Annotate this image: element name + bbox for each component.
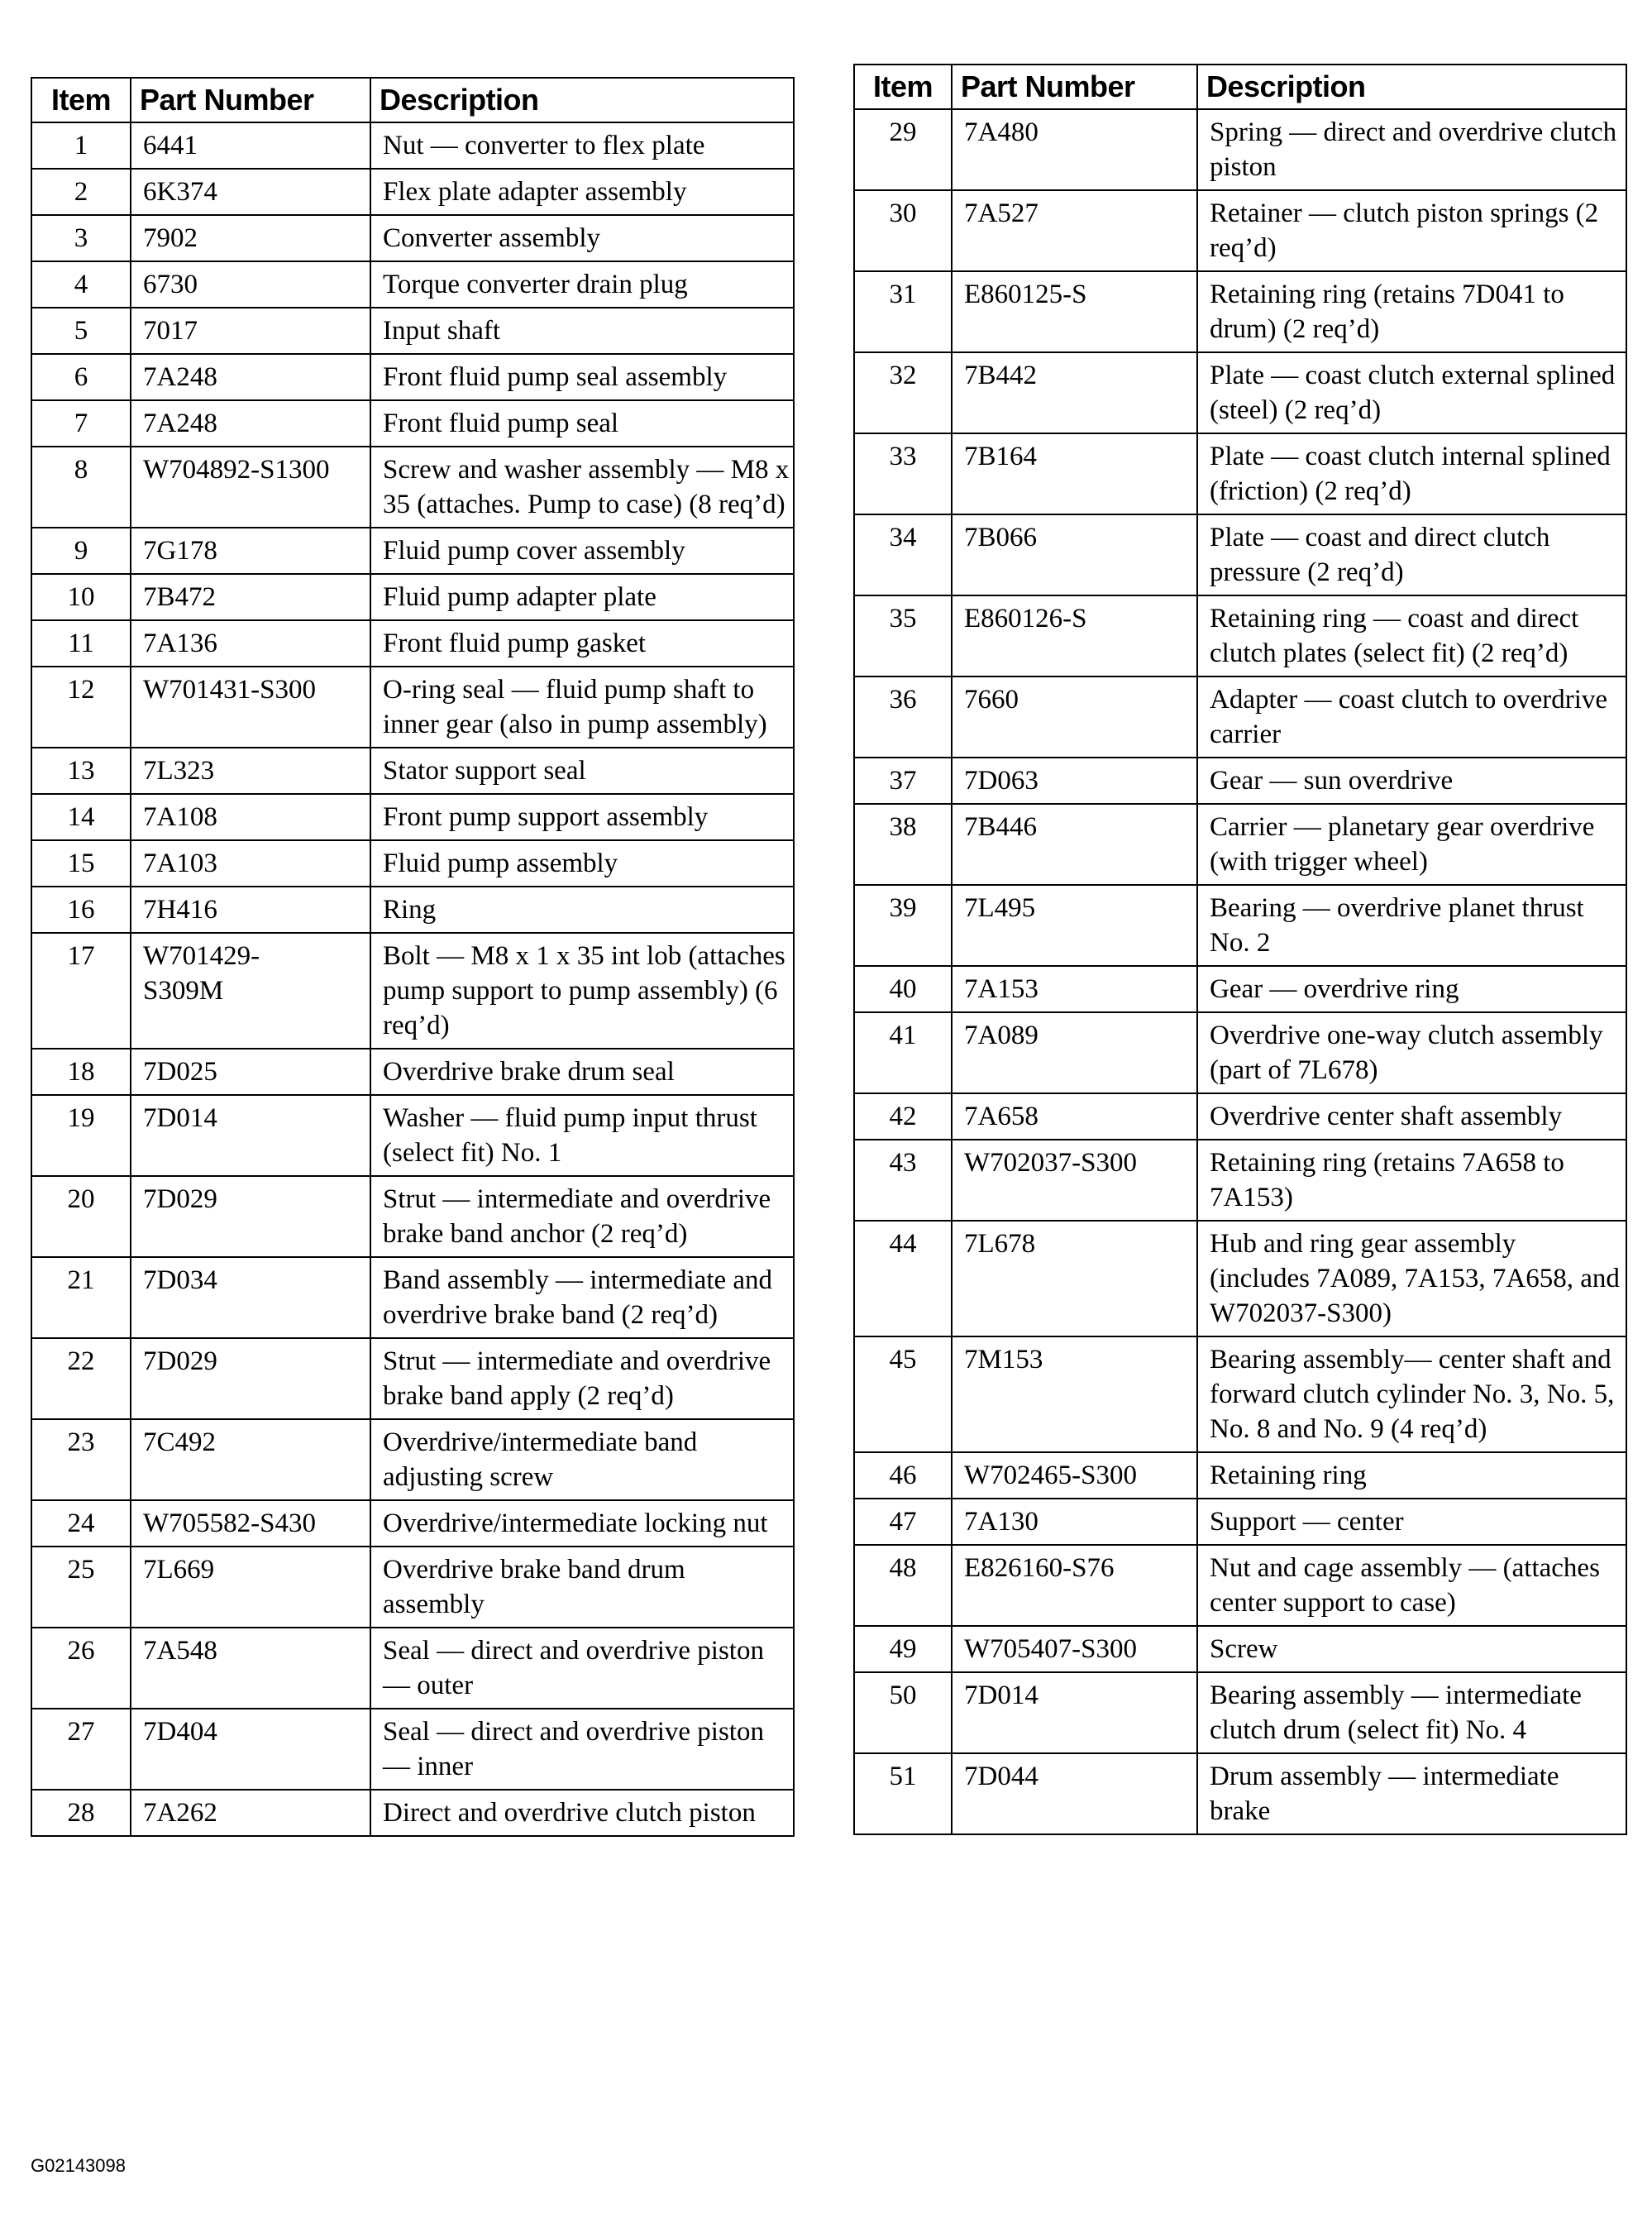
description: Torque converter drain plug	[370, 261, 794, 308]
part-number: 7L495	[952, 885, 1197, 966]
item-number: 46	[854, 1452, 952, 1499]
table-row	[31, 261, 794, 308]
part-number: W705582-S430	[131, 1500, 370, 1547]
table-row	[854, 190, 1626, 271]
item-number: 32	[854, 352, 952, 433]
part-number: 7D014	[952, 1672, 1197, 1753]
item-number: 23	[31, 1419, 131, 1500]
item-number: 31	[854, 271, 952, 352]
item-number: 1	[31, 122, 131, 169]
table-row	[31, 528, 794, 574]
table-row	[854, 885, 1626, 966]
description: Direct and overdrive clutch piston	[370, 1790, 794, 1836]
part-number: 7D029	[131, 1176, 370, 1257]
part-number: 7H416	[131, 887, 370, 933]
item-number: 34	[854, 514, 952, 595]
part-number: 7M153	[952, 1336, 1197, 1452]
description: Gear — sun overdrive	[1197, 758, 1626, 804]
description: Support — center	[1197, 1499, 1626, 1545]
table-row	[854, 514, 1626, 595]
item-number: 26	[31, 1628, 131, 1709]
table-row	[31, 308, 794, 354]
header-description: Description	[1197, 65, 1626, 109]
description: Overdrive one-way clutch assembly (part of 7L678)	[1197, 1012, 1626, 1093]
item-number: 33	[854, 433, 952, 514]
description: Plate — coast and direct clutch pressure (2 req’d)	[1197, 514, 1626, 595]
part-number: 7B066	[952, 514, 1197, 595]
item-number: 51	[854, 1753, 952, 1834]
table-row	[854, 966, 1626, 1012]
description: Bearing assembly— center shaft and forward clutch cylinder No. 3, No. 5, No. 8 and No. 9 (4 req’d)	[1197, 1336, 1626, 1452]
table-row	[854, 109, 1626, 190]
item-number: 27	[31, 1709, 131, 1790]
item-number: 41	[854, 1012, 952, 1093]
table-row	[31, 574, 794, 620]
description: Retaining ring (retains 7A658 to 7A153)	[1197, 1140, 1626, 1221]
part-number: 7A089	[952, 1012, 1197, 1093]
table-row	[31, 620, 794, 667]
table-row	[31, 1500, 794, 1547]
description: Front pump support assembly	[370, 794, 794, 840]
part-number: W705407-S300	[952, 1626, 1197, 1672]
table-row	[854, 433, 1626, 514]
description: Seal — direct and overdrive piston — inner	[370, 1709, 794, 1790]
table-row	[854, 352, 1626, 433]
part-number: 7D034	[131, 1257, 370, 1338]
part-number: 6K374	[131, 169, 370, 215]
item-number: 3	[31, 215, 131, 261]
item-number: 47	[854, 1499, 952, 1545]
part-number: 7A248	[131, 400, 370, 447]
part-number: 7G178	[131, 528, 370, 574]
item-number: 50	[854, 1672, 952, 1753]
description: Hub and ring gear assembly (includes 7A089, 7A153, 7A658, and W702037-S300)	[1197, 1221, 1626, 1336]
table-row	[854, 1221, 1626, 1336]
part-number: 7A248	[131, 354, 370, 400]
table-header-row	[854, 65, 1626, 109]
description: Input shaft	[370, 308, 794, 354]
table-row	[854, 1452, 1626, 1499]
part-number: 7D044	[952, 1753, 1197, 1834]
item-number: 9	[31, 528, 131, 574]
part-number: W702037-S300	[952, 1140, 1197, 1221]
table-row	[854, 804, 1626, 885]
header-part-number: Part Number	[952, 65, 1197, 109]
description: Strut — intermediate and overdrive brake band anchor (2 req’d)	[370, 1176, 794, 1257]
item-number: 13	[31, 748, 131, 794]
table-row	[854, 758, 1626, 804]
table-row	[31, 1419, 794, 1500]
part-number: 7L323	[131, 748, 370, 794]
description: O-ring seal — fluid pump shaft to inner gear (also in pump assembly)	[370, 667, 794, 748]
header-part-number: Part Number	[131, 78, 370, 122]
description: Spring — direct and overdrive clutch piston	[1197, 109, 1626, 190]
item-number: 15	[31, 840, 131, 887]
table-row	[31, 933, 794, 1049]
item-number: 29	[854, 109, 952, 190]
description: Strut — intermediate and overdrive brake band apply (2 req’d)	[370, 1338, 794, 1419]
description: Retaining ring	[1197, 1452, 1626, 1499]
description: Drum assembly — intermediate brake	[1197, 1753, 1626, 1834]
item-number: 4	[31, 261, 131, 308]
parts-table-right	[853, 64, 1627, 1835]
item-number: 17	[31, 933, 131, 1049]
table-row	[31, 1257, 794, 1338]
table-row	[854, 1753, 1626, 1834]
description: Screw	[1197, 1626, 1626, 1672]
part-number: W701431-S300	[131, 667, 370, 748]
table-row	[31, 1628, 794, 1709]
table-row	[31, 169, 794, 215]
item-number: 10	[31, 574, 131, 620]
description: Seal — direct and overdrive piston — outer	[370, 1628, 794, 1709]
item-number: 40	[854, 966, 952, 1012]
item-number: 24	[31, 1500, 131, 1547]
part-number: 7D063	[952, 758, 1197, 804]
parts-table-left	[31, 77, 795, 1837]
part-number: 7017	[131, 308, 370, 354]
part-number: 6730	[131, 261, 370, 308]
item-number: 30	[854, 190, 952, 271]
part-number: 7A130	[952, 1499, 1197, 1545]
description: Retaining ring — coast and direct clutch plates (select fit) (2 req’d)	[1197, 595, 1626, 677]
part-number: 7A480	[952, 109, 1197, 190]
part-number: 7A548	[131, 1628, 370, 1709]
table-row	[854, 1012, 1626, 1093]
part-number: 7L678	[952, 1221, 1197, 1336]
table-row	[31, 447, 794, 528]
table-row	[31, 1176, 794, 1257]
part-number: W702465-S300	[952, 1452, 1197, 1499]
part-number: 7C492	[131, 1419, 370, 1500]
table-row	[854, 595, 1626, 677]
table-row	[31, 794, 794, 840]
part-number: 7D014	[131, 1095, 370, 1176]
item-number: 6	[31, 354, 131, 400]
description: Washer — fluid pump input thrust (select fit) No. 1	[370, 1095, 794, 1176]
part-number: 7L669	[131, 1547, 370, 1628]
description: Nut and cage assembly — (attaches center support to case)	[1197, 1545, 1626, 1626]
item-number: 22	[31, 1338, 131, 1419]
description: Fluid pump cover assembly	[370, 528, 794, 574]
part-number: 7D404	[131, 1709, 370, 1790]
description: Stator support seal	[370, 748, 794, 794]
table-row	[31, 1095, 794, 1176]
description: Plate — coast clutch external splined (steel) (2 req’d)	[1197, 352, 1626, 433]
table-row	[31, 400, 794, 447]
table-row	[31, 1547, 794, 1628]
part-number: E860125-S	[952, 271, 1197, 352]
item-number: 14	[31, 794, 131, 840]
table-row	[854, 271, 1626, 352]
description: Nut — converter to flex plate	[370, 122, 794, 169]
description: Overdrive/intermediate band adjusting screw	[370, 1419, 794, 1500]
part-number: 7B446	[952, 804, 1197, 885]
table-row	[854, 1140, 1626, 1221]
description: Bearing assembly — intermediate clutch drum (select fit) No. 4	[1197, 1672, 1626, 1753]
part-number: W704892-S1300	[131, 447, 370, 528]
item-number: 25	[31, 1547, 131, 1628]
parts-table-body	[854, 109, 1626, 1834]
table-row	[31, 1790, 794, 1836]
header-item: Item	[854, 65, 952, 109]
item-number: 7	[31, 400, 131, 447]
part-number: 7A108	[131, 794, 370, 840]
item-number: 44	[854, 1221, 952, 1336]
part-number: 7D025	[131, 1049, 370, 1095]
item-number: 43	[854, 1140, 952, 1221]
description: Ring	[370, 887, 794, 933]
description: Overdrive center shaft assembly	[1197, 1093, 1626, 1140]
table-row	[854, 1093, 1626, 1140]
part-number: 7B442	[952, 352, 1197, 433]
table-row	[854, 677, 1626, 758]
item-number: 38	[854, 804, 952, 885]
part-number: E826160-S76	[952, 1545, 1197, 1626]
item-number: 35	[854, 595, 952, 677]
part-number: 6441	[131, 122, 370, 169]
part-number: 7A136	[131, 620, 370, 667]
part-number: W701429- S309M	[131, 933, 370, 1049]
description: Adapter — coast clutch to overdrive carrier	[1197, 677, 1626, 758]
description: Retaining ring (retains 7D041 to drum) (2 req’d)	[1197, 271, 1626, 352]
description: Overdrive/intermediate locking nut	[370, 1500, 794, 1547]
description: Plate — coast clutch internal splined (friction) (2 req’d)	[1197, 433, 1626, 514]
item-number: 12	[31, 667, 131, 748]
description: Fluid pump assembly	[370, 840, 794, 887]
item-number: 21	[31, 1257, 131, 1338]
item-number: 48	[854, 1545, 952, 1626]
figure-id: G02143098	[31, 2155, 126, 2176]
part-number: 7A262	[131, 1790, 370, 1836]
table-row	[31, 667, 794, 748]
header-description: Description	[370, 78, 794, 122]
item-number: 39	[854, 885, 952, 966]
item-number: 19	[31, 1095, 131, 1176]
table-row	[854, 1545, 1626, 1626]
description: Overdrive brake drum seal	[370, 1049, 794, 1095]
description: Front fluid pump seal	[370, 400, 794, 447]
item-number: 28	[31, 1790, 131, 1836]
description: Gear — overdrive ring	[1197, 966, 1626, 1012]
item-number: 42	[854, 1093, 952, 1140]
description: Front fluid pump gasket	[370, 620, 794, 667]
item-number: 16	[31, 887, 131, 933]
part-number: 7A103	[131, 840, 370, 887]
table-row	[31, 840, 794, 887]
table-row	[31, 1338, 794, 1419]
table-row	[31, 1709, 794, 1790]
table-row	[31, 887, 794, 933]
table-row	[854, 1336, 1626, 1452]
table-row	[31, 1049, 794, 1095]
description: Overdrive brake band drum assembly	[370, 1547, 794, 1628]
item-number: 20	[31, 1176, 131, 1257]
item-number: 45	[854, 1336, 952, 1452]
item-number: 11	[31, 620, 131, 667]
description: Converter assembly	[370, 215, 794, 261]
part-number: E860126-S	[952, 595, 1197, 677]
description: Band assembly — intermediate and overdrive brake band (2 req’d)	[370, 1257, 794, 1338]
item-number: 2	[31, 169, 131, 215]
item-number: 5	[31, 308, 131, 354]
part-number: 7A153	[952, 966, 1197, 1012]
description: Bearing — overdrive planet thrust No. 2	[1197, 885, 1626, 966]
part-number: 7D029	[131, 1338, 370, 1419]
description: Retainer — clutch piston springs (2 req’d)	[1197, 190, 1626, 271]
description: Bolt — M8 x 1 x 35 int lob (attaches pump support to pump assembly) (6 req’d)	[370, 933, 794, 1049]
table-row	[854, 1626, 1626, 1672]
table-row	[31, 122, 794, 169]
part-number: 7A527	[952, 190, 1197, 271]
table-row	[31, 354, 794, 400]
part-number: 7902	[131, 215, 370, 261]
table-header-row	[31, 78, 794, 122]
item-number: 18	[31, 1049, 131, 1095]
description: Front fluid pump seal assembly	[370, 354, 794, 400]
table-row	[31, 748, 794, 794]
header-item: Item	[31, 78, 131, 122]
item-number: 36	[854, 677, 952, 758]
item-number: 8	[31, 447, 131, 528]
table-row	[854, 1672, 1626, 1753]
table-row	[854, 1499, 1626, 1545]
parts-table-body	[31, 122, 794, 1836]
table-row	[31, 215, 794, 261]
description: Flex plate adapter assembly	[370, 169, 794, 215]
part-number: 7B472	[131, 574, 370, 620]
item-number: 37	[854, 758, 952, 804]
item-number: 49	[854, 1626, 952, 1672]
part-number: 7A658	[952, 1093, 1197, 1140]
part-number: 7B164	[952, 433, 1197, 514]
description: Fluid pump adapter plate	[370, 574, 794, 620]
part-number: 7660	[952, 677, 1197, 758]
description: Screw and washer assembly — M8 x 35 (attaches. Pump to case) (8 req’d)	[370, 447, 794, 528]
description: Carrier — planetary gear overdrive (with trigger wheel)	[1197, 804, 1626, 885]
